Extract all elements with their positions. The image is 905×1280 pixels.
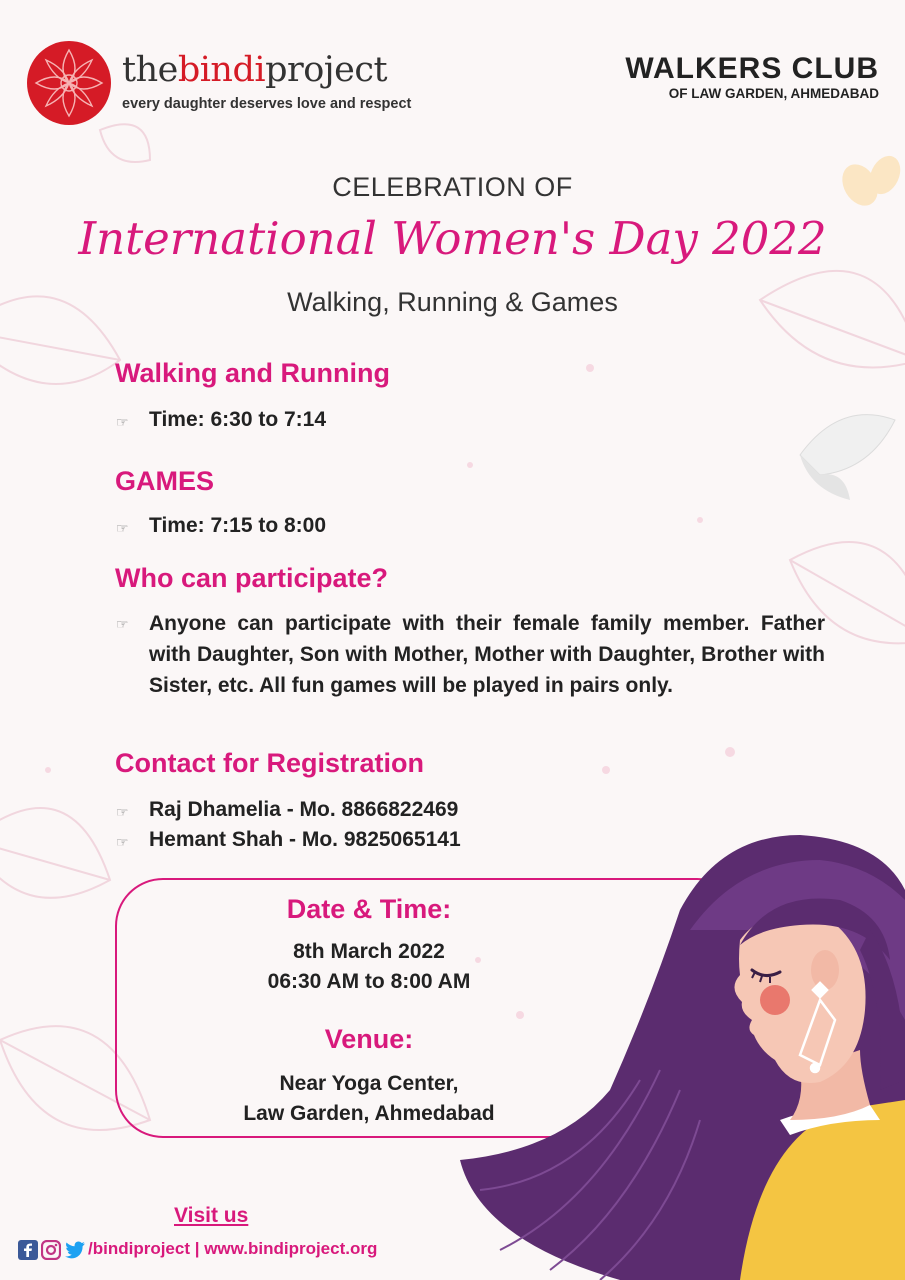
contact-person: Hemant Shah - Mo. 9825065141 bbox=[149, 828, 461, 851]
bindi-project-logo bbox=[26, 40, 112, 126]
walking-time: Time: 6:30 to 7:14 bbox=[149, 408, 327, 431]
visit-us-link[interactable]: Visit us bbox=[174, 1204, 249, 1227]
pointing-hand-icon: ☞ bbox=[116, 414, 129, 430]
facebook-icon[interactable] bbox=[18, 1240, 38, 1260]
pointing-hand-icon: ☞ bbox=[116, 616, 129, 632]
butterfly-decoration bbox=[800, 415, 895, 500]
participate-heading: Who can participate? bbox=[115, 563, 389, 593]
footer-links[interactable]: /bindiproject | www.bindiproject.org bbox=[88, 1239, 378, 1258]
event-date: 8th March 2022 bbox=[293, 940, 445, 963]
walking-heading: Walking and Running bbox=[115, 358, 390, 388]
pointing-hand-icon: ☞ bbox=[116, 520, 129, 536]
social-icons bbox=[18, 1240, 86, 1260]
contact-heading: Contact for Registration bbox=[115, 748, 425, 778]
pointing-hand-icon: ☞ bbox=[116, 834, 129, 850]
participate-text: Anyone can participate with their female family member. Father with Daughter, Son with Mother, Mother with Daughter, Brother with Sister, etc. All fun games will be played in pairs only. bbox=[149, 612, 825, 697]
venue-line-2: Law Garden, Ahmedabad bbox=[243, 1102, 495, 1125]
games-heading: GAMES bbox=[115, 466, 215, 496]
pointing-hand-icon: ☞ bbox=[116, 804, 129, 820]
instagram-icon[interactable] bbox=[41, 1240, 61, 1260]
venue-heading: Venue: bbox=[324, 1024, 414, 1054]
brand-accent: bindi bbox=[177, 50, 266, 90]
brand-suffix: project bbox=[265, 50, 388, 90]
brand-prefix: the bbox=[122, 50, 178, 90]
event-title: International Women's Day 2022 bbox=[78, 212, 827, 265]
event-time: 06:30 AM to 8:00 AM bbox=[267, 970, 471, 993]
contact-person: Raj Dhamelia - Mo. 8866822469 bbox=[149, 798, 459, 821]
brand-name bbox=[122, 50, 387, 90]
date-time-heading: Date & Time: bbox=[286, 894, 452, 924]
venue-line-1: Near Yoga Center, bbox=[279, 1072, 459, 1095]
club-location: OF LAW GARDEN, AHMEDABAD bbox=[668, 86, 879, 101]
celebration-label: CELEBRATION OF bbox=[332, 172, 573, 202]
club-name: WALKERS CLUB bbox=[625, 52, 879, 85]
brand-tagline: every daughter deserves love and respect bbox=[122, 96, 412, 112]
games-time: Time: 7:15 to 8:00 bbox=[149, 514, 327, 537]
woman-illustration bbox=[440, 820, 905, 1280]
twitter-icon[interactable] bbox=[64, 1240, 86, 1260]
event-subtitle: Walking, Running & Games bbox=[287, 287, 618, 317]
